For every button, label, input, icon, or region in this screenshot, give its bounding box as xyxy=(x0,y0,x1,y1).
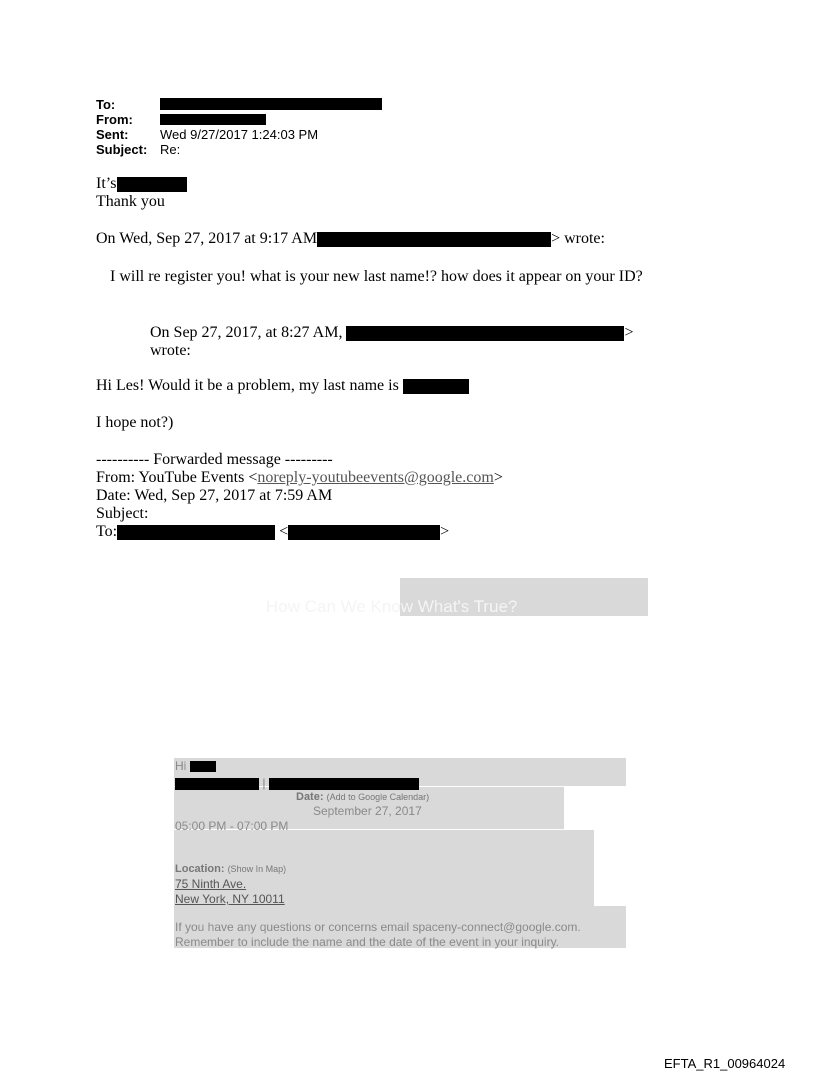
redacted-attendee-a xyxy=(175,778,259,790)
event-banner-title: How Can We Know What's True? xyxy=(266,597,518,616)
wrote-line: wrote: xyxy=(150,342,191,359)
event-contact-line2: Remember to include the name and the date of the event in your inquiry. xyxy=(175,935,560,949)
forward-date: Date: Wed, Sep 27, 2017 at 7:59 AM xyxy=(96,487,333,504)
forward-to: To: < > xyxy=(96,523,450,540)
redacted-attendee-b xyxy=(269,778,419,790)
redacted-name xyxy=(117,177,187,192)
on-sep-line: On Sep 27, 2017, at 8:27 AM, > xyxy=(150,324,634,341)
show-in-map-link[interactable]: (Show In Map) xyxy=(227,864,287,874)
redacted-last-name xyxy=(403,379,469,394)
event-location-label-line: Location: (Show In Map) xyxy=(175,863,287,875)
redacted-sender xyxy=(160,114,266,125)
forward-from: From: YouTube Events <noreply-youtubeevents@google.com> xyxy=(96,469,503,486)
on-wed-line: On Wed, Sep 27, 2017 at 9:17 AM > wrote: xyxy=(96,230,605,247)
redacted-to-email xyxy=(288,525,440,540)
forward-subject: Subject: xyxy=(96,505,149,522)
redacted-sender-email xyxy=(346,326,624,341)
quote-line: I will re register you! what is your new last name!? how does it appear on your ID? xyxy=(110,268,643,285)
add-to-calendar-link[interactable]: (Add to Google Calendar) xyxy=(326,792,430,802)
event-greeting: Hi xyxy=(175,759,216,773)
its-line: It’s xyxy=(96,174,187,193)
event-contact-line1: If you have any questions or concerns email spaceny-connect@google.com. xyxy=(175,920,581,934)
redacted-recipient xyxy=(160,98,382,110)
redacted-greeting-name xyxy=(190,761,216,772)
document-id: EFTA_R1_00964024 xyxy=(664,1056,786,1071)
thank-you: Thank you xyxy=(96,193,165,210)
event-time: 05:00 PM - 07:00 PM xyxy=(175,819,289,833)
hope-line: I hope not?) xyxy=(96,414,174,431)
sent-value: Wed 9/27/2017 1:24:03 PM xyxy=(160,127,319,142)
subject-value: Re: xyxy=(160,142,181,157)
to-label: To: xyxy=(96,97,116,112)
redacted-to-name xyxy=(117,525,275,540)
from-label: From: xyxy=(96,112,133,127)
youtube-events-email-link[interactable]: noreply-youtubeevents@google.com xyxy=(257,469,494,486)
event-date-label-line: Date: (Add to Google Calendar) xyxy=(296,791,430,803)
event-address-line1[interactable]: 75 Ninth Ave. xyxy=(175,877,247,891)
event-address-line2[interactable]: New York, NY 10011 xyxy=(175,892,285,906)
event-attendee-line: | xyxy=(175,776,419,790)
forward-divider: ---------- Forwarded message --------- xyxy=(96,451,333,468)
event-date-value: September 27, 2017 xyxy=(313,804,422,818)
sent-label: Sent: xyxy=(96,127,129,142)
subject-label: Subject: xyxy=(96,142,148,157)
hi-les-line: Hi Les! Would it be a problem, my last name is xyxy=(96,376,469,395)
redacted-email xyxy=(317,232,551,247)
